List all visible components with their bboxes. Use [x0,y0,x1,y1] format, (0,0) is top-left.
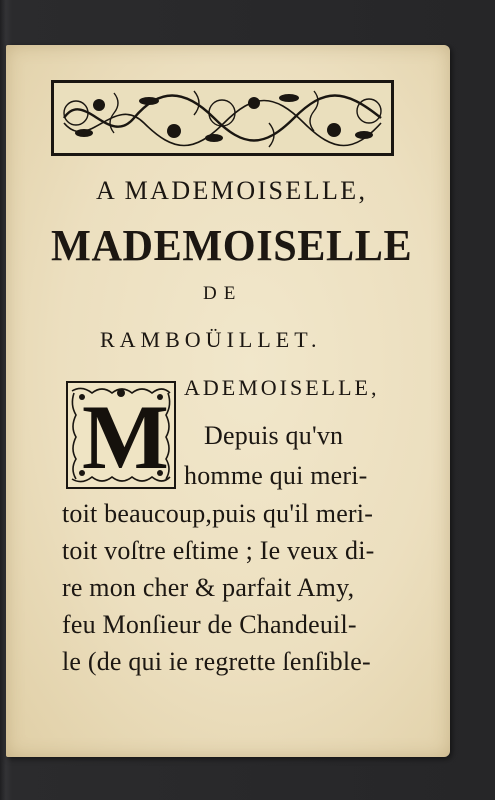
initial-letter: M [82,386,169,488]
dedication-title: MADEMOISELLE [51,221,413,270]
headband-ornament-icon [51,80,394,156]
salutation: ADEMOISELLE, [184,375,380,400]
body-line-2: homme qui meri- [184,461,368,490]
body-line-3: toit beaucoup,puis qu'il meri- [62,499,374,528]
body-line-6: feu Monſieur de Chandeuil- [62,610,357,639]
body-line-4: toit voſtre eſtime ; Ie veux di- [62,536,375,565]
dedication-line-3: DE [203,283,243,304]
body-line-5: re mon cher & parfait Amy, [62,573,355,602]
dedication-line-4: RAMBOÜILLET. [100,327,322,352]
body-line-1: Depuis qu'vn [204,421,344,450]
decorated-initial [66,381,176,489]
body-line-7: le (de qui ie regrette ſenſible- [62,647,371,676]
dedication-line-1: A MADEMOISELLE, [96,176,368,205]
